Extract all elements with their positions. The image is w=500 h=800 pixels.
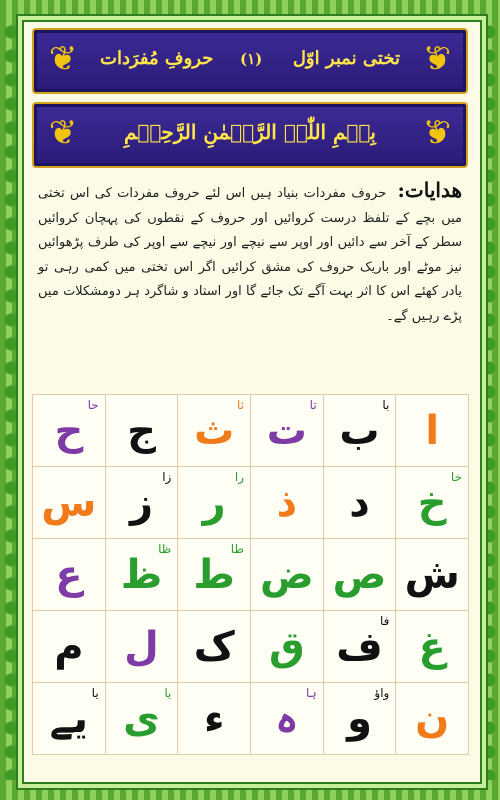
lesson-header-banner	[32, 28, 468, 94]
letter-name-hint: یا	[164, 686, 172, 700]
letter-glyph: ر	[202, 479, 226, 526]
letter-cell	[396, 683, 469, 755]
letter-cell	[106, 683, 179, 755]
letter-glyph: ن	[415, 695, 450, 742]
letter-glyph: ذ	[276, 479, 298, 526]
page-content	[32, 28, 468, 742]
left-border-ornament	[2, 20, 20, 780]
letter-name-hint: را	[234, 470, 245, 484]
letter-glyph: م	[54, 623, 84, 670]
letter-name-hint: خا	[450, 470, 462, 484]
letter-cell	[178, 683, 251, 755]
letter-glyph: ج	[127, 407, 156, 454]
letter-name-hint: حا	[87, 398, 99, 412]
letter-cell	[396, 611, 469, 683]
letter-glyph: و	[347, 695, 372, 742]
right-border-ornament	[480, 20, 498, 780]
letter-glyph: غ	[418, 623, 446, 670]
letter-glyph: ی	[123, 695, 160, 742]
letter-cell	[106, 467, 179, 539]
bismillah-banner	[32, 102, 468, 168]
letter-cell	[33, 539, 106, 611]
letter-cell	[251, 611, 324, 683]
letter-cell	[33, 467, 106, 539]
letter-cell	[178, 611, 251, 683]
letter-glyph: یے	[49, 695, 89, 742]
letter-cell	[324, 683, 397, 755]
ornament-icon: ❦	[48, 39, 78, 79]
letter-name-hint: زا	[162, 470, 172, 484]
letter-glyph: ک	[193, 623, 235, 670]
letter-glyph: ت	[266, 407, 307, 454]
letter-cell	[251, 539, 324, 611]
bismillah-text: بِسۡمِ اللّٰہِ الرَّحۡمٰنِ الرَّحِیۡمِ	[124, 120, 376, 144]
letter-cell	[33, 395, 106, 467]
letter-glyph: ز	[130, 479, 154, 526]
instructions-paragraph	[32, 176, 468, 392]
letter-name-hint: ثا	[237, 398, 245, 412]
letter-name-hint: ظا	[158, 542, 172, 556]
letter-cell	[324, 395, 397, 467]
letter-name-hint: واؤ	[374, 686, 390, 700]
letter-cell	[396, 539, 469, 611]
letter-glyph: ع	[55, 551, 83, 598]
letter-name-hint: تا	[309, 398, 317, 412]
letter-glyph: ف	[336, 623, 383, 670]
letter-glyph: ب	[339, 407, 380, 454]
instructions-text: حروف مفردات بنیاد ہیں اس لئے حروف مفردات کی اس تختی میں بچے کے تلفظ درست کروائیں اور حروف کے نقطوں کی پہچان کروائیں سطر کے آخر سے دائیں اور اوپر سے نیچے اور نیچے سے اوپر کی طرف پڑھوائیں نیز موٹے اور باریک حروف کی مشق کرائیں اگر اس تختی میں کمی رہی تو یادر کھئے اس کا اثر بہت آگے تک جائے گا اور استاد و شاگرد ہر دومشکلات میں پڑے رہیں گے۔	[38, 186, 462, 324]
ornament-icon: ❦	[422, 39, 452, 79]
letter-glyph: ہ	[275, 695, 299, 742]
letters-grid	[32, 394, 469, 755]
letter-cell	[106, 395, 179, 467]
letter-cell	[251, 467, 324, 539]
letter-glyph: ش	[404, 551, 460, 598]
lesson-number: (۱)	[240, 50, 263, 68]
letter-cell	[33, 611, 106, 683]
instructions-label: ھدایات:	[397, 178, 463, 202]
letter-glyph: ص	[332, 551, 387, 598]
letter-glyph: ط	[193, 551, 235, 598]
letter-glyph: ا	[425, 407, 440, 454]
letter-cell	[396, 467, 469, 539]
letter-name-hint: یا	[91, 686, 99, 700]
letter-glyph: ض	[259, 551, 314, 598]
letter-cell	[324, 467, 397, 539]
letter-cell	[251, 395, 324, 467]
letter-cell	[324, 539, 397, 611]
lesson-title: تختی نمبر اوّل	[292, 48, 400, 69]
letter-glyph: ل	[124, 623, 159, 670]
letter-cell	[106, 611, 179, 683]
letter-cell	[33, 683, 106, 755]
letter-glyph: ظ	[120, 551, 163, 598]
letter-glyph: د	[349, 479, 370, 526]
letter-cell	[178, 539, 251, 611]
letter-glyph: ث	[194, 407, 235, 454]
letter-name-hint: طا	[230, 542, 245, 556]
letter-name-hint: با	[382, 398, 390, 412]
letter-glyph: س	[41, 479, 97, 526]
lesson-name: حروفِ مُفرَدات	[100, 48, 214, 69]
letter-glyph: خ	[417, 479, 447, 526]
letter-cell	[251, 683, 324, 755]
letter-cell	[178, 395, 251, 467]
letter-name-hint: فا	[379, 614, 390, 628]
letter-glyph: ء	[203, 695, 225, 742]
ornament-icon: ❦	[422, 113, 452, 153]
letter-cell	[106, 539, 179, 611]
letter-glyph: ق	[268, 623, 305, 670]
ornament-icon: ❦	[48, 113, 78, 153]
letter-glyph: ح	[54, 407, 84, 454]
letter-name-hint: ہا	[305, 686, 317, 700]
letter-cell	[324, 611, 397, 683]
letter-cell	[178, 467, 251, 539]
letter-cell	[396, 395, 469, 467]
